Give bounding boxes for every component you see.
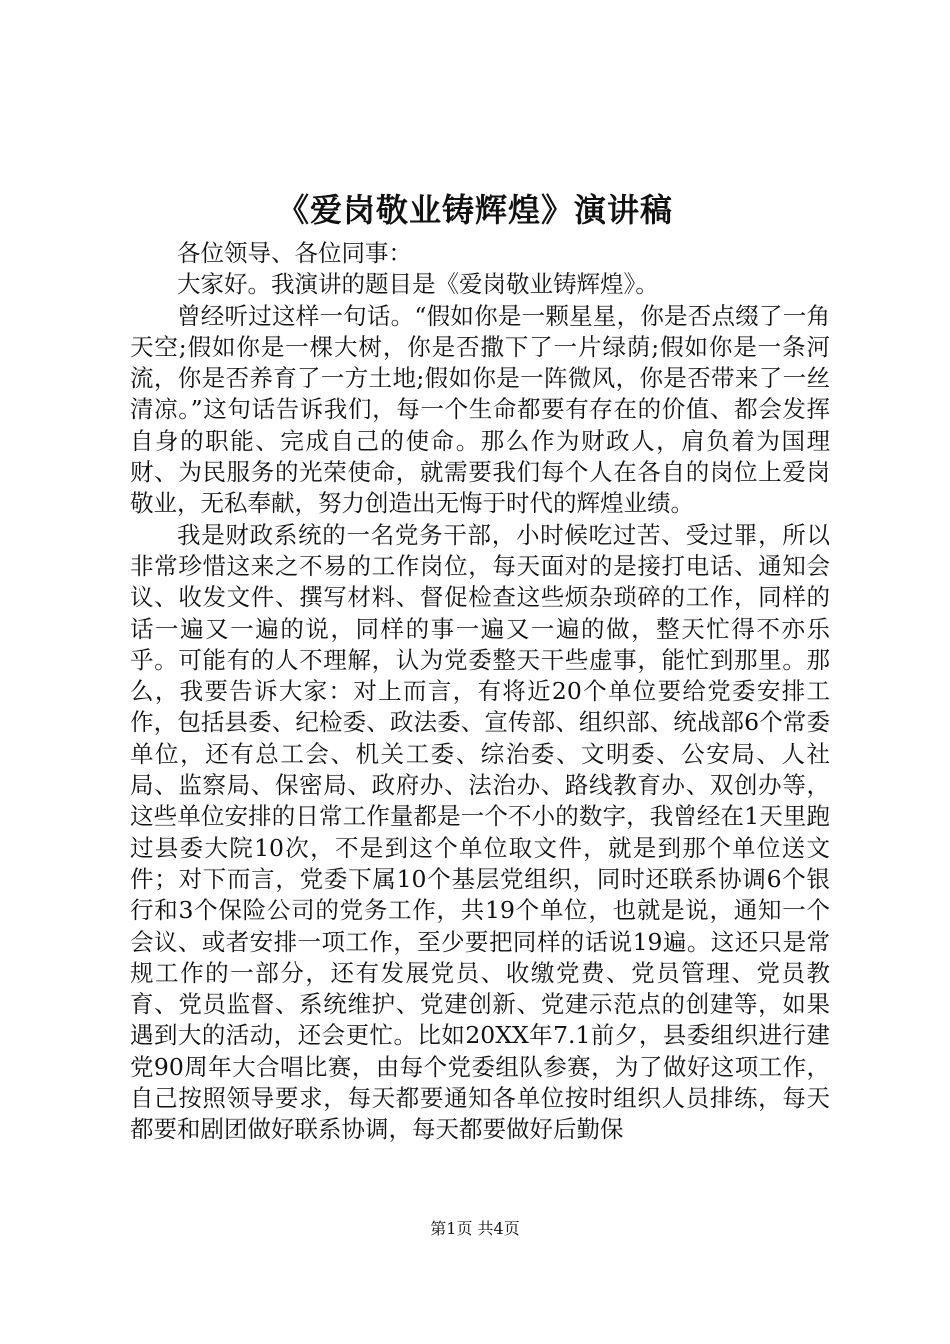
quote-paragraph: 曾经听过这样一句话。“假如你是一颗星星，你是否点缀了一角天空;假如你是一棵大树，你是否撒下了一片绿荫;假如你是一条河流，你是否养育了一方土地;假如你是一阵微风，你是否带来了一丝清凉。”这句话告诉我们，每一个生命都要有存在的价值、都会发挥自身的职能、完成自己的使命。那么作为财政人，肩负着为国理财、为民服务的光荣使命，就需要我们每个人在各自的岗位上爱岗敬业，无私奉献，努力创造出无悔于时代的辉煌业绩。 (130, 301, 830, 518)
document-title: 《爱岗敬业铸辉煌》演讲稿 (276, 191, 673, 229)
page-number-footer: 第1页 共4页 (430, 1219, 520, 1238)
work-description-paragraph: 我是财政系统的一名党务干部，小时候吃过苦、受过罪，所以非常珍惜这来之不易的工作岗位，每天面对的是接打电话、通知会议、收发文件、撰写材料、督促检查这些烦杂琐碎的工作，同样的话一遍又一遍的说，同样的事一遍又一遍的做，整天忙得不亦乐乎。可能有的人不理解，认为党委整天干些虚事，能忙到那里。那么，我要告诉大家：对上而言，有将近20个单位要给党委安排工作，包括县委、纪检委、政法委、宣传部、组织部、统战部6个常委单位，还有总工会、机关工委、综治委、文明委、公安局、人社局、监察局、保密局、政府办、法治办、路线教育办、双创办等，这些单位安排的日常工作量都是一个不小的数字，我曾经在1天里跑过县委大院10次，不是到这个单位取文件，就是到那个单位送文件；对下而言，党委下属10个基层党组织，同时还联系协调6个银行和3个保险公司的党务工作，共19个单位，也就是说，通知一个会议、或者安排一项工作，至少要把同样的话说19遍。这还只是常规工作的一部分，还有发展党员、收缴党费、党员管理、党员教育、党员监督、系统维护、党建创新、党建示范点的创建等，如果遇到大的活动，还会更忙。比如20XX年7.1前夕，县委组织进行建党90周年大合唱比赛，由每个党委组队参赛，为了做好这项工作，自己按照领导要求，每天都要通知各单位按时组织人员排练，每天都要和剧团做好联系协调，每天都要做好后勤保 (130, 520, 830, 1144)
greeting-paragraph: 大家好。我演讲的题目是《爱岗敬业铸辉煌》。 (177, 270, 659, 299)
salutation-paragraph: 各位领导、各位同事： (177, 239, 412, 267)
document-body (130, 238, 830, 1146)
